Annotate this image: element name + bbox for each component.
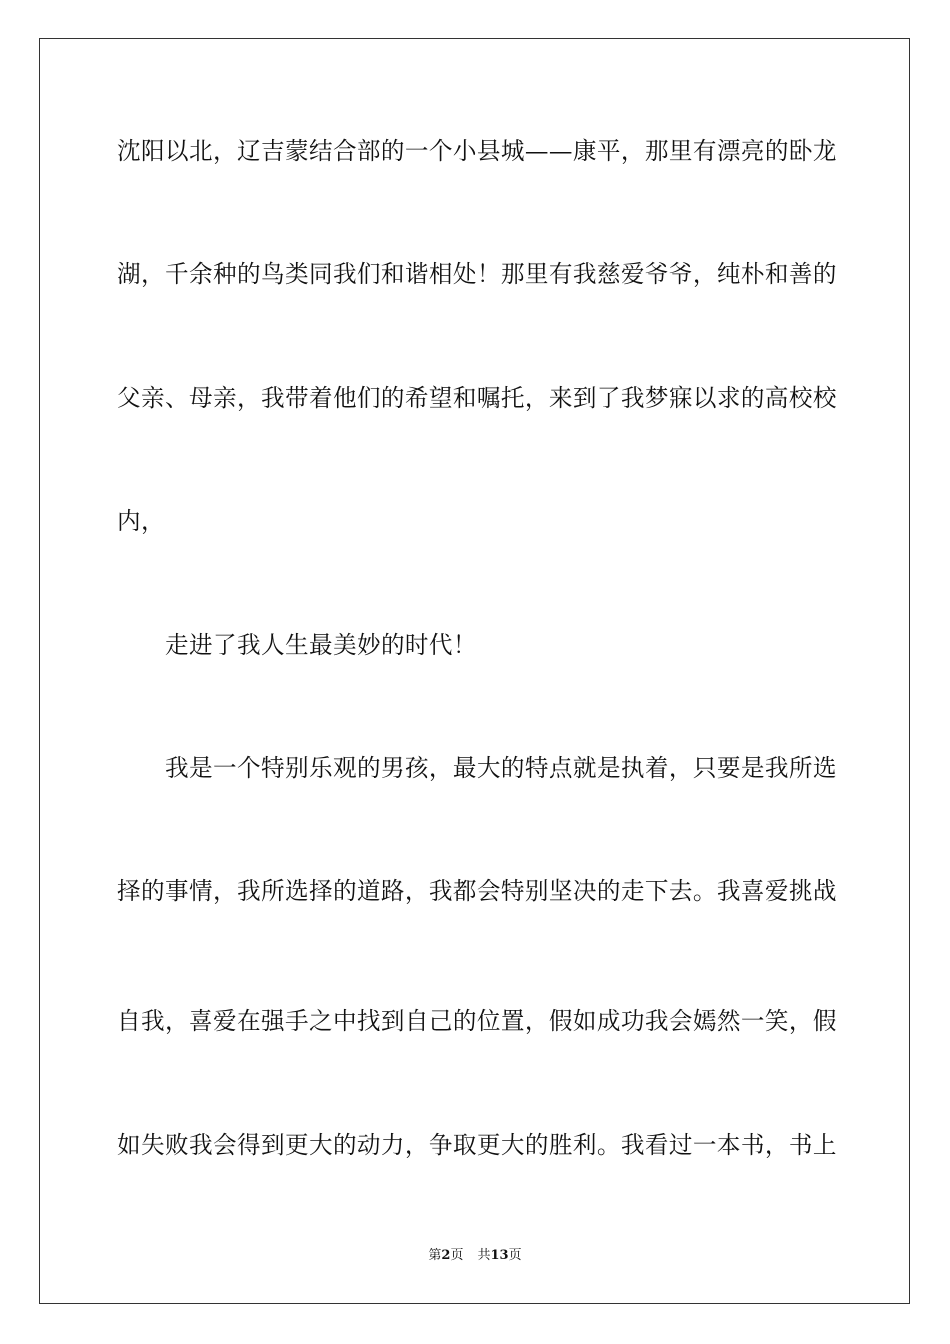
paragraph-line-5: 走进了我人生最美妙的时代！ <box>165 631 477 659</box>
page-border <box>39 38 910 1304</box>
footer-total-unit: 页 <box>508 1248 522 1263</box>
paragraph-line-9: 如失败我会得到更大的动力，争取更大的胜利。我看过一本书，书上 <box>117 1131 837 1159</box>
paragraph-line-4: 内， <box>117 507 165 535</box>
footer-page-unit: 页 <box>450 1248 464 1263</box>
paragraph-line-3: 父亲、母亲，我带着他们的希望和嘱托，来到了我梦寐以求的高校校 <box>117 384 837 412</box>
paragraph-line-8: 自我，喜爱在强手之中找到自己的位置，假如成功我会嫣然一笑，假 <box>117 1007 837 1035</box>
paragraph-line-2: 湖，千余种的鸟类同我们和谐相处！那里有我慈爱爷爷，纯朴和善的 <box>117 260 837 288</box>
page-footer <box>0 1246 950 1266</box>
footer-page-current: 2 <box>441 1248 451 1263</box>
paragraph-line-1: 沈阳以北，辽吉蒙结合部的一个小县城——康平，那里有漂亮的卧龙 <box>117 137 837 165</box>
footer-page-total: 13 <box>490 1248 509 1263</box>
paragraph-line-7: 择的事情，我所选择的道路，我都会特别坚决的走下去。我喜爱挑战 <box>117 877 837 905</box>
footer-page-prefix: 第 <box>428 1248 442 1263</box>
footer-total-prefix: 共 <box>477 1248 491 1263</box>
paragraph-line-6: 我是一个特别乐观的男孩，最大的特点就是执着，只要是我所选 <box>165 754 837 782</box>
